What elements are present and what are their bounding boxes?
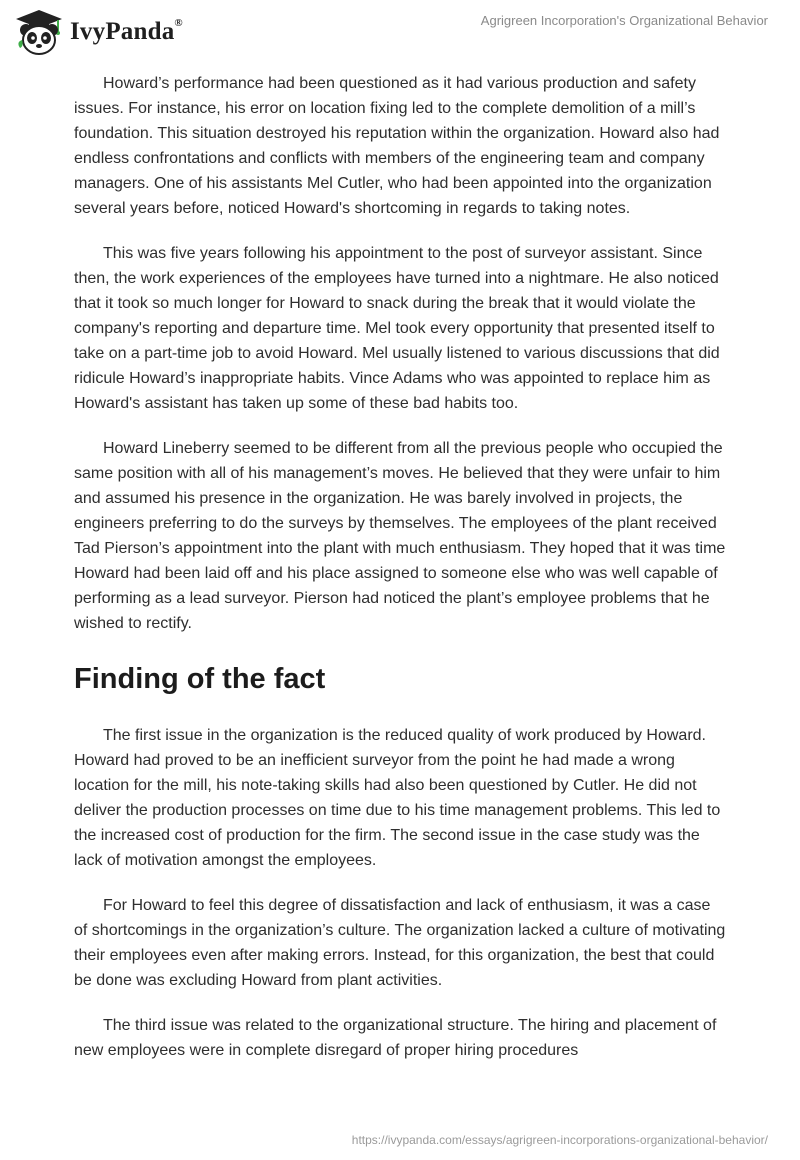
panda-graduate-icon [14, 8, 64, 56]
ivypanda-logo[interactable] [14, 8, 183, 56]
essay-content [74, 71, 726, 1083]
page-header [0, 0, 800, 70]
paragraph: The first issue in the organization is the reduced quality of work produced by Howard. Howard had proved to be an inefficient surveyor from the point he had made a wrong location for the mill, his note-taking skills had also been questioned by Cutler. He did not deliver the production processes on time due to his time management problems. This led to the increased cost of production for the firm. The second issue in the case study was the lack of motivation amongst the employees. [74, 727, 721, 869]
paragraph: For Howard to feel this degree of dissatisfaction and lack of enthusiasm, it was a case of shortcomings in the organization’s culture. The organization lacked a culture of motivating their employees even after making errors. Instead, for this organization, the best that could be done was excluding Howard from plant activities. [74, 897, 726, 989]
registered-mark: ® [174, 16, 183, 29]
source-url[interactable]: https://ivypanda.com/essays/agrigreen-incorporations-organizational-behavior/ [351, 1133, 768, 1147]
paragraph: This was five years following his appointment to the post of surveyor assistant. Since then, the work experiences of the employees have turned into a nightmare. He also noticed that it took so much longer for Howard to snack during the break that it would violate the company's reporting and departure time. Mel took every opportunity that presented itself to take on a part-time job to avoid Howard. Mel usually listened to various discussions that did ridicule Howard’s inappropriate habits. Vince Adams who was appointed to replace him as Howard's assistant has taken up some of these bad habits too. [74, 245, 720, 412]
paragraph: The third issue was related to the organizational structure. The hiring and placement of new employees were in complete disregard of proper hiring procedures [74, 1017, 717, 1059]
section-heading: Finding of the fact [74, 663, 326, 695]
paragraph: Howard Lineberry seemed to be different from all the previous people who occupied the same position with all of his management’s moves. He believed that they were unfair to him and assumed his presence in the organization. He was barely involved in projects, the engineers preferring to do the surveys by themselves. The employees of the plant received Tad Pierson’s appointment into the plant with much enthusiasm. They hoped that it was time Howard had been laid off and his place assigned to someone else who was well capable of performing as a lead surveyor. Pierson had noticed the plant’s employee problems that he wished to rectify. [74, 440, 726, 632]
document-title: Agrigreen Incorporation's Organizational Behavior [480, 13, 768, 28]
paragraph: Howard’s performance had been questioned as it had various production and safety issues. For instance, his error on location fixing led to the complete demolition of a mill’s foundation. This situation destroyed his reputation within the organization. Howard also had endless confrontations and conflicts with members of the engineering team and company managers. One of his assistants Mel Cutler, who had been appointed into the organization several years before, noticed Howard's shortcoming in regards to taking notes. [74, 75, 720, 217]
brand-name: IvyPanda [70, 18, 175, 45]
